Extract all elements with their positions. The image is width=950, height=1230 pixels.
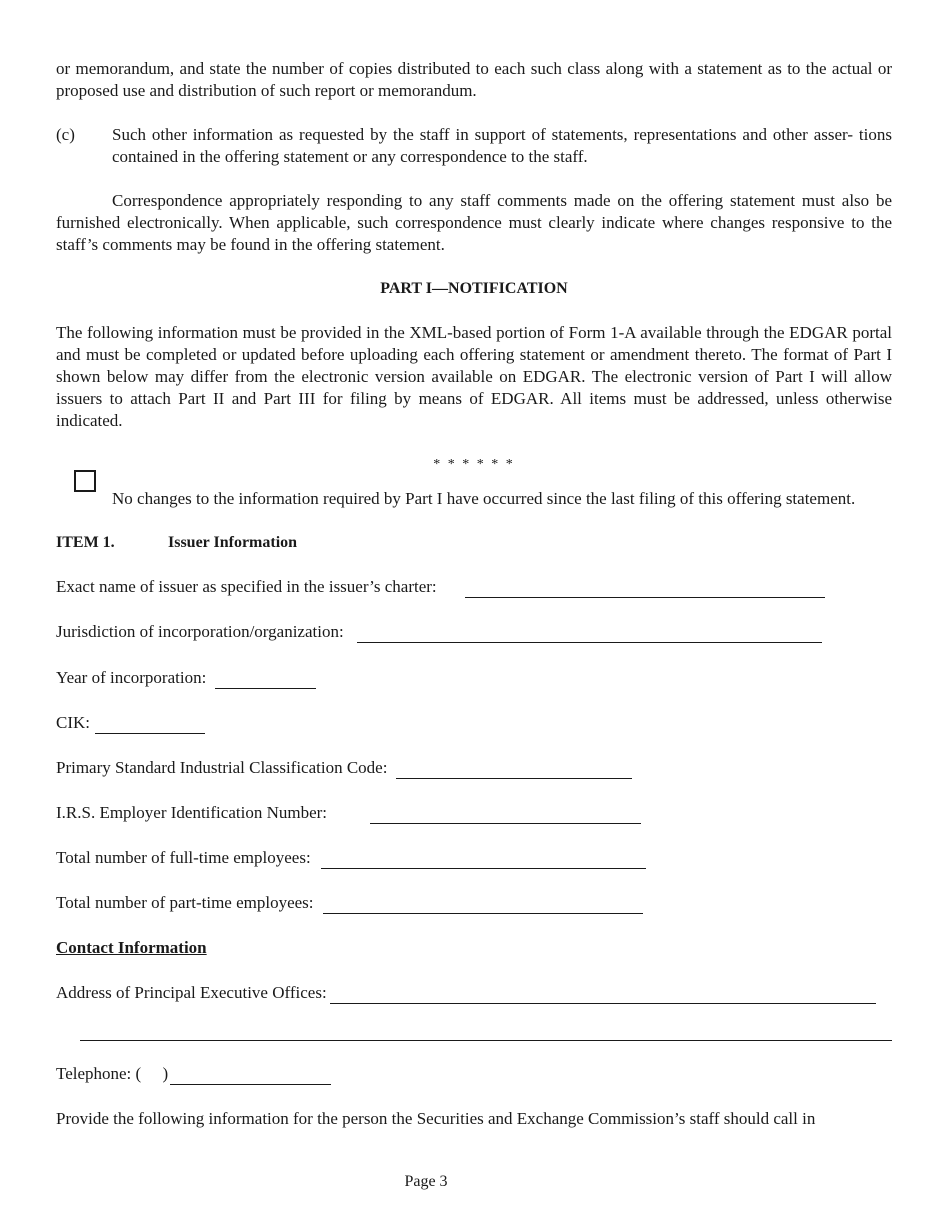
year-field[interactable] — [215, 672, 316, 689]
jurisdiction-label: Jurisdiction of incorporation/organization: — [56, 622, 344, 641]
no-changes-row — [56, 488, 892, 510]
address-row — [56, 982, 892, 1004]
full-time-row — [56, 847, 892, 869]
contact-provide-text: Provide the following information for the person the Securities and Exchange Commission’s staff should call in — [56, 1109, 816, 1128]
item-c-label: (c) — [56, 125, 75, 144]
exact-name-row — [56, 576, 892, 598]
address-field-line2[interactable] — [80, 1022, 892, 1041]
exact-name-field[interactable] — [465, 581, 825, 598]
item-c-text: Such other information as requested by the staff in support of statements, representations and other asser- tions contained in the offering statement or any correspondence to the staff. — [112, 125, 892, 166]
cik-row — [56, 712, 892, 734]
jurisdiction-field[interactable] — [357, 624, 822, 643]
sic-field[interactable] — [396, 762, 632, 779]
intro-paragraph: or memorandum, and state the number of copies distributed to each such class along with a statement as to the actual or proposed use and distribution of such report or memorandum. — [56, 59, 892, 100]
irs-field[interactable] — [370, 807, 641, 824]
telephone-label: Telephone: ( ) — [56, 1064, 169, 1083]
item1-heading — [56, 532, 892, 554]
part-time-row — [56, 892, 892, 914]
no-changes-checkbox[interactable] — [74, 470, 96, 492]
part1-paragraph: The following information must be provided in the XML-based portion of Form 1-A available through the EDGAR portal and must be completed or updated before uploading each offering statement or amendment thereto. The format of Part I shown below may differ from the electronic version available on EDGAR. The electronic version of Part I will allow issuers to attach Part II and Part III for filing by means of EDGAR. All items must be addressed, unless otherwise indicated. — [56, 323, 892, 430]
full-time-label: Total number of full-time employees: — [56, 848, 311, 867]
part1-heading: PART I—NOTIFICATION — [380, 280, 568, 297]
contact-heading: Contact Information — [56, 938, 207, 957]
address-field-line1[interactable] — [330, 985, 876, 1004]
cik-field[interactable] — [95, 717, 205, 734]
telephone-field[interactable] — [170, 1068, 331, 1085]
item1-number: ITEM 1. — [56, 534, 115, 551]
irs-label: I.R.S. Employer Identification Number: — [56, 803, 327, 822]
part-time-field[interactable] — [323, 897, 643, 914]
no-changes-label: No changes to the information required by Part I have occurred since the last filing of this offering statement. — [112, 489, 856, 508]
year-row — [56, 667, 892, 689]
document-page — [56, 58, 892, 1130]
page-number: Page 3 — [404, 1173, 448, 1190]
sic-row — [56, 757, 892, 779]
correspondence-paragraph: Correspondence appropriately responding to any staff comments made on the offering statement must also be furnished electronically. When applicable, such correspondence must clearly indicate where changes responsive to the staff’s comments may be found in the offering statement. — [56, 191, 892, 254]
year-label: Year of incorporation: — [56, 668, 207, 687]
sic-label: Primary Standard Industrial Classification Code: — [56, 758, 388, 777]
jurisdiction-row — [56, 621, 892, 643]
item1-title: Issuer Information — [168, 534, 298, 551]
item-c-paragraph — [56, 124, 892, 168]
telephone-row — [56, 1063, 892, 1085]
part-time-label: Total number of part-time employees: — [56, 893, 314, 912]
exact-name-label: Exact name of issuer as specified in the issuer’s charter: — [56, 577, 437, 596]
cik-label: CIK: — [56, 713, 90, 732]
full-time-field[interactable] — [321, 852, 646, 869]
address-label: Address of Principal Executive Offices: — [56, 983, 327, 1002]
section-separator: * * * * * * — [433, 457, 515, 472]
irs-row — [56, 802, 892, 824]
